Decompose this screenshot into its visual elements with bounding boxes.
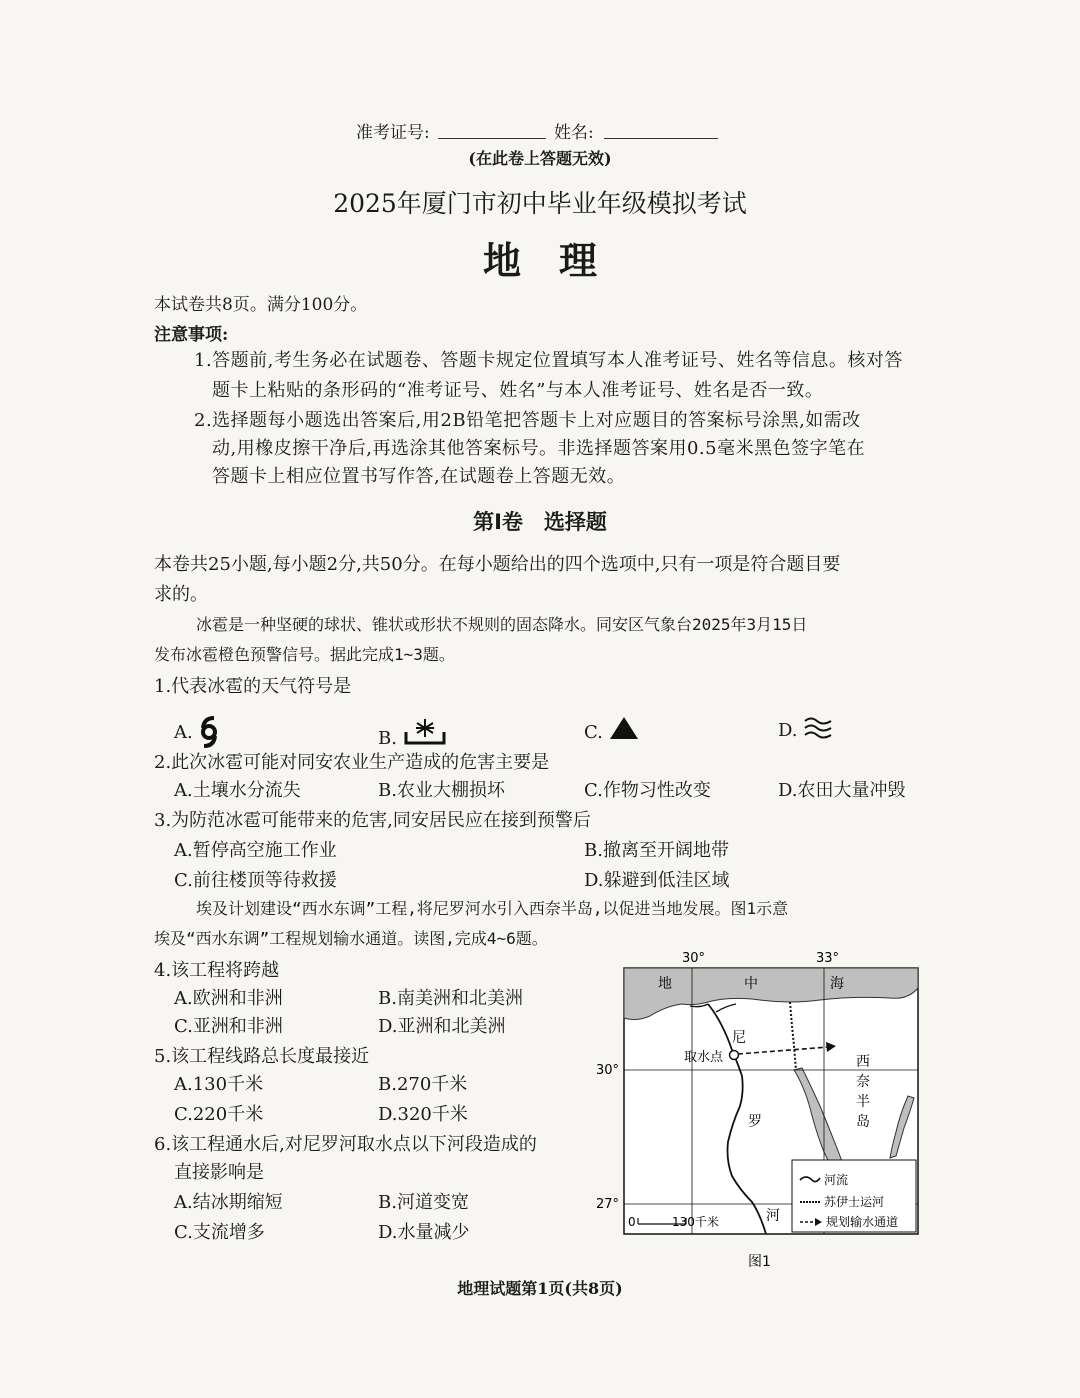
typhoon-symbol-icon — [198, 716, 220, 748]
question-6-stem-line1: 6.该工程通水后,对尼罗河取水点以下河段造成的 — [154, 1134, 537, 1155]
notice-2-line2: 动,用橡皮擦干净后,再选涂其他答案标号。非选择题答案用0.5毫米黑色签字笔在 — [212, 438, 866, 459]
notice-title: 注意事项: — [154, 325, 229, 345]
question-4-stem: 4.该工程将跨越 — [154, 960, 280, 981]
sinai-label-2: 奈 — [856, 1074, 870, 1090]
notice-1-line2: 题卡上粘贴的条形码的“准考证号、姓名”与本人准考证号、姓名是否一致。 — [212, 380, 824, 401]
q1-option-d[interactable] — [778, 716, 833, 741]
q5-option-b[interactable]: B.270千米 — [378, 1074, 468, 1095]
question-2-stem: 2.此次冰雹可能对同安农业生产造成的危害主要是 — [154, 752, 550, 773]
section-desc-line1: 本卷共25小题,每小题2分,共50分。在每小题给出的四个选项中,只有一项是符合题目要 — [154, 554, 841, 575]
passage-1-line2: 发布冰雹橙色预警信号。据此完成1~3题。 — [154, 645, 455, 664]
q2-option-d[interactable]: D.农田大量冲毁 — [778, 780, 906, 801]
invalid-note: (在此卷上答题无效) — [468, 149, 612, 168]
map-lat-27: 27° — [596, 1197, 620, 1212]
q5-option-c[interactable]: C.220千米 — [174, 1104, 264, 1125]
snow-cover-symbol-icon — [403, 716, 447, 750]
notice-1-line1: 1.答题前,考生务必在试题卷、答题卡规定位置填写本人准考证号、姓名等信息。核对答 — [194, 350, 903, 371]
name-label: 姓名: — [554, 123, 594, 143]
q1-option-c[interactable] — [584, 716, 639, 743]
q6-option-c[interactable]: C.支流增多 — [174, 1222, 265, 1243]
notice-2-line3: 答题卡上相应位置书写作答,在试题卷上答题无效。 — [212, 466, 626, 487]
exam-id-blank — [438, 138, 546, 139]
passage-2-line2: 埃及“西水东调”工程规划输水通道。读图,完成4~6题。 — [154, 929, 548, 948]
q6-option-a[interactable]: A.结冰期缩短 — [174, 1192, 283, 1213]
q5-option-d[interactable]: D.320千米 — [378, 1104, 468, 1125]
q4-option-c[interactable]: C.亚洲和非洲 — [174, 1016, 283, 1037]
q1-option-a[interactable] — [174, 716, 220, 748]
question-5-stem: 5.该工程线路总长度最接近 — [154, 1046, 370, 1067]
intake-point-label: 取水点 — [684, 1050, 724, 1065]
q1-option-a-label: A. — [174, 722, 193, 743]
sea-label-1: 地 — [658, 976, 672, 992]
exam-id-label: 准考证号: — [356, 123, 430, 143]
exam-summary: 本试卷共8页。满分100分。 — [154, 295, 368, 315]
map-lon-30: 30° — [682, 951, 706, 966]
q1-option-b-label: B. — [378, 728, 397, 749]
passage-2-line1: 埃及计划建设“西水东调”工程,将尼罗河水引入西奈半岛,以促进当地发展。图1示意 — [196, 899, 789, 918]
q6-option-d[interactable]: D.水量减少 — [378, 1222, 470, 1243]
figure-caption: 图1 — [748, 1254, 771, 1270]
q3-option-d[interactable]: D.躲避到低洼区域 — [584, 870, 730, 891]
figure-1-map — [590, 946, 930, 1276]
legend-river-label: 河流 — [824, 1173, 849, 1187]
sea-label-2: 中 — [744, 976, 758, 992]
q3-option-c[interactable]: C.前往楼顶等待救援 — [174, 870, 337, 891]
nile-label-1: 尼 — [732, 1030, 746, 1046]
question-3-stem: 3.为防范冰雹可能带来的危害,同安居民应在接到预警后 — [154, 810, 591, 831]
q2-option-b[interactable]: B.农业大棚损坏 — [378, 780, 505, 801]
nile-label-3: 河 — [766, 1208, 780, 1224]
sinai-label-3: 半 — [856, 1094, 870, 1110]
q4-option-d[interactable]: D.亚洲和北美洲 — [378, 1016, 506, 1037]
question-6-stem-line2: 直接影响是 — [174, 1162, 264, 1183]
map-lon-33: 33° — [816, 951, 840, 966]
passage-1-line1: 冰雹是一种坚硬的球状、锥状或形状不规则的固态降水。同安区气象台2025年3月15日 — [196, 615, 808, 634]
section-desc-line2: 求的。 — [154, 584, 208, 605]
map-lat-30: 30° — [596, 1063, 620, 1078]
sea-label-3: 海 — [830, 976, 844, 992]
fog-symbol-icon — [803, 716, 833, 740]
legend-channel-label: 规划输水通道 — [826, 1215, 899, 1229]
q6-option-b[interactable]: B.河道变宽 — [378, 1192, 469, 1213]
sinai-label-1: 西 — [856, 1054, 870, 1070]
intake-point-marker — [730, 1051, 739, 1060]
q3-option-b[interactable]: B.撤离至开阔地带 — [584, 840, 729, 861]
q5-option-a[interactable]: A.130千米 — [174, 1074, 264, 1095]
name-blank — [604, 138, 718, 139]
nile-label-2: 罗 — [748, 1114, 762, 1130]
scale-zero: 0 — [628, 1215, 636, 1229]
q1-option-d-label: D. — [778, 720, 798, 741]
hail-triangle-icon — [609, 716, 639, 740]
page-footer: 地理试题第1页(共8页) — [457, 1279, 623, 1298]
question-1-stem: 1.代表冰雹的天气符号是 — [154, 676, 352, 697]
sinai-label-4: 岛 — [856, 1114, 870, 1130]
q2-option-a[interactable]: A.土壤水分流失 — [174, 780, 301, 801]
notice-2-line1: 2.选择题每小题选出答案后,用2B铅笔把答题卡上对应题目的答案标号涂黑,如需改 — [194, 410, 861, 431]
section-title: 第Ⅰ卷 选择题 — [473, 510, 607, 534]
subject-title: 地 理 — [482, 239, 597, 283]
q3-option-a[interactable]: A.暂停高空施工作业 — [174, 840, 337, 861]
q4-option-a[interactable]: A.欧洲和非洲 — [174, 988, 283, 1009]
scale-label: 130千米 — [672, 1215, 719, 1229]
legend-canal-label: 苏伊士运河 — [824, 1195, 885, 1209]
exam-title: 2025年厦门市初中毕业年级模拟考试 — [333, 189, 747, 218]
q4-option-b[interactable]: B.南美洲和北美洲 — [378, 988, 523, 1009]
q1-option-b[interactable] — [378, 716, 447, 750]
q1-option-c-label: C. — [584, 722, 603, 743]
q2-option-c[interactable]: C.作物习性改变 — [584, 780, 711, 801]
